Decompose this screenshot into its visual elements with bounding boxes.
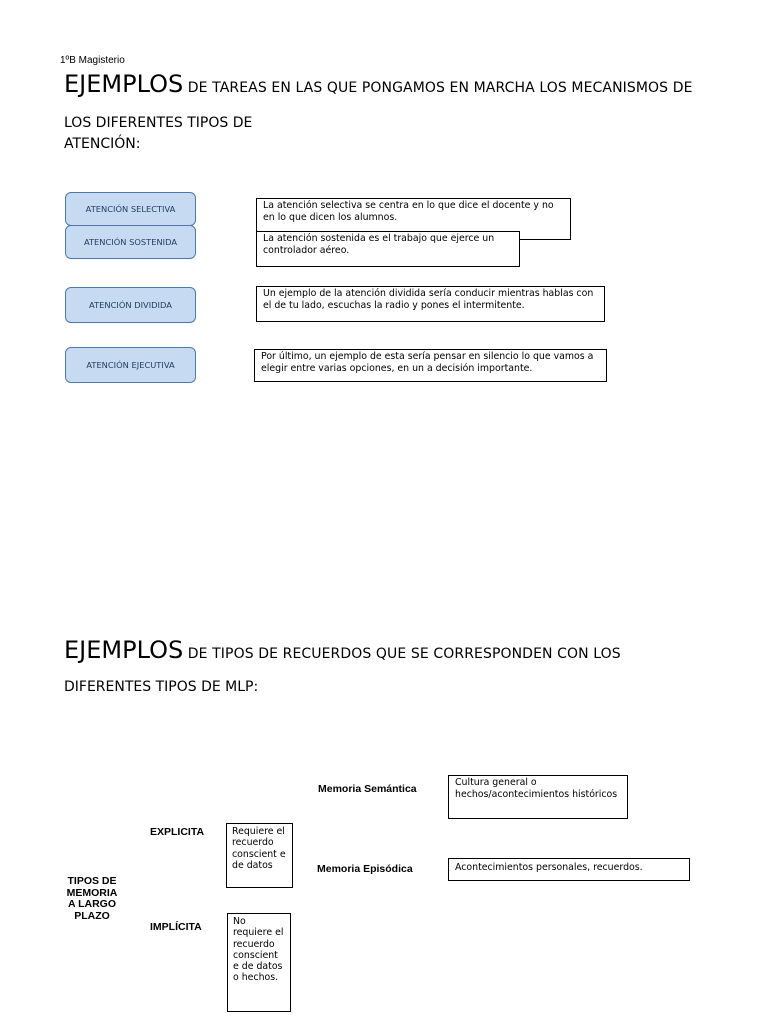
pill-atencion-dividida [65,287,196,323]
pill-atencion-selectiva [65,192,196,226]
pill-label: ATENCIÓN SOSTENIDA [83,237,178,247]
note-text: No requiere el recuerdo conscient e de datos o hechos. [233,916,284,984]
box-text: Cultura general o hechos/acontecimientos históricos [455,777,618,800]
box-text: Un ejemplo de la atención dividida sería conducir mientras hablas con el de tu lado, escuchas la radio y pones el intermitente. [263,288,594,311]
pill-label: ATENCIÓN EJECUTIVA [86,360,175,370]
section1-title [64,70,744,98]
episodica-text-box [448,858,690,881]
section1-title-line3: ATENCIÓN: [64,136,141,152]
explicita-label: EXPLICITA [150,826,205,838]
semantica-label: Memoria Semántica [318,783,417,795]
text-box-ejecutiva [254,349,607,382]
section1-title-line2: LOS DIFERENTES TIPOS DE [64,115,253,131]
pill-atencion-ejecutiva [65,347,196,383]
section1-title-big: EJEMPLOS [64,70,184,98]
text-box-sostenida [256,231,520,267]
pill-label: ATENCIÓN DIVIDIDA [89,300,172,310]
section2-title-big: EJEMPLOS [64,636,184,664]
section1-title-rest: DE TAREAS EN LAS QUE PONGAMOS EN MARCHA LOS MECANISMOS DE [183,80,693,96]
pill-label: ATENCIÓN SELECTIVA [85,204,176,214]
box-text: La atención selectiva se centra en lo que dice el docente y no en lo que dicen los alumnos. [263,200,554,223]
implicita-label: IMPLÍCITA [150,921,202,933]
semantica-text-box [448,775,628,819]
section2-title [64,636,744,664]
pill-atencion-sostenida [65,225,196,259]
text-box-dividida [256,286,605,322]
header-note: 1ºB Magisterio [60,55,125,66]
box-text: La atención sostenida es el trabajo que ejerce un controlador aéreo. [263,233,495,256]
episodica-label: Memoria Episódica [317,863,413,875]
note-text: Requiere el recuerdo conscient e de datos [232,826,286,871]
section2-title-line2: DIFERENTES TIPOS DE MLP: [64,679,259,695]
box-text: Por último, un ejemplo de esta sería pensar en silencio lo que vamos a elegir entre varias opciones, en un a decisión importante. [261,351,594,374]
box-text: Acontecimientos personales, recuerdos. [455,862,643,873]
explicita-note-box [226,823,293,888]
root-label: TIPOS DE MEMORIA A LARGO PLAZO [66,875,118,922]
section2-title-rest: DE TIPOS DE RECUERDOS QUE SE CORRESPONDEN CON LOS [183,646,621,662]
implicita-note-box [227,913,291,1012]
